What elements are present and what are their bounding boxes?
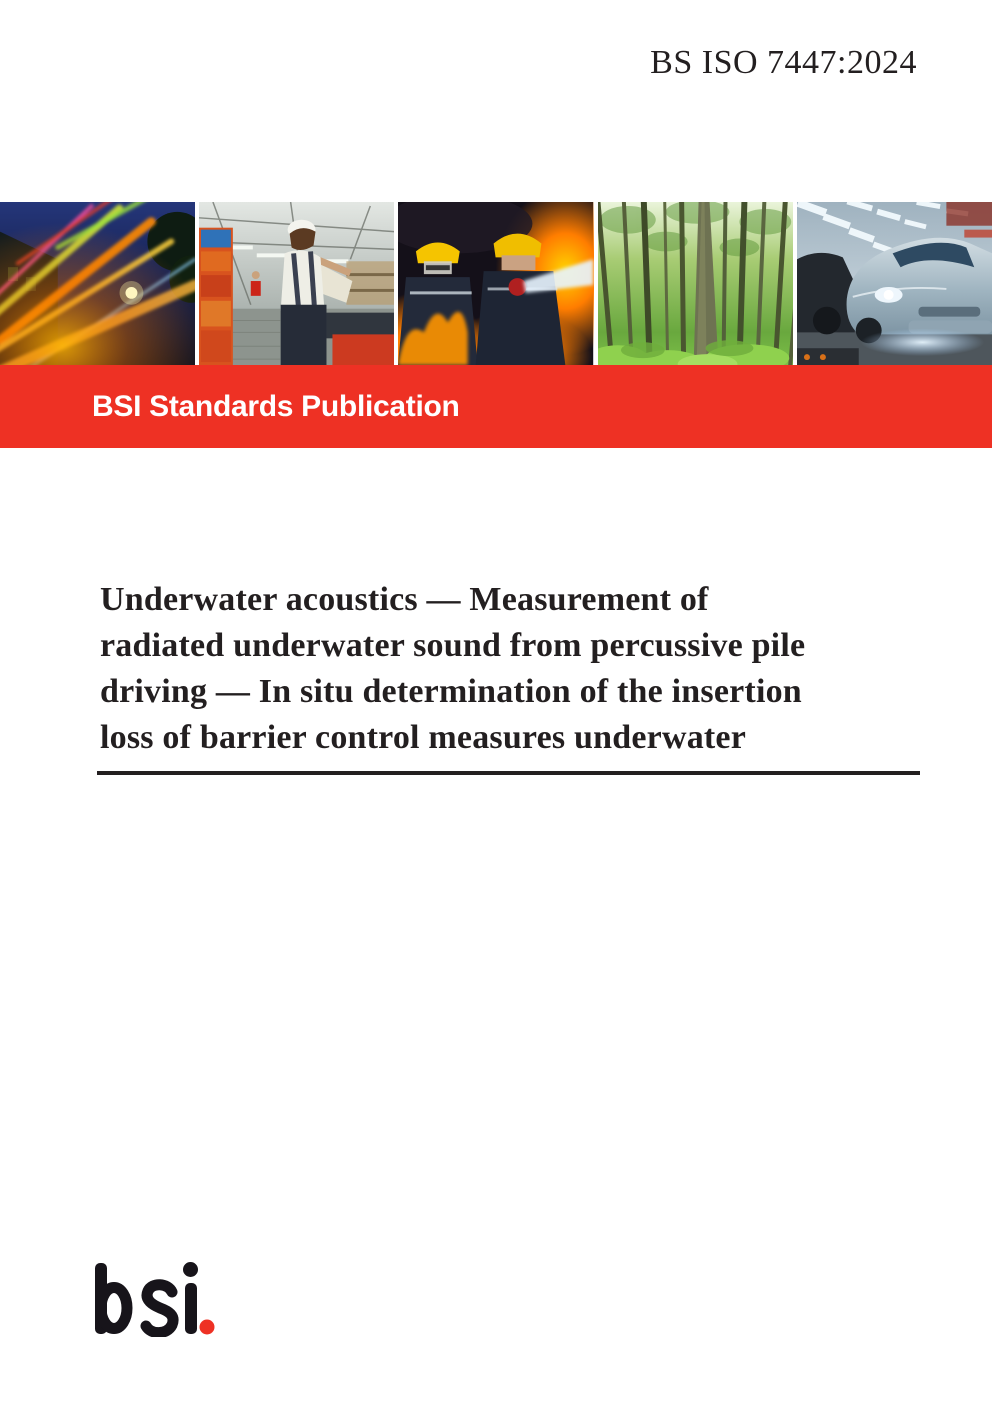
document-number: BS ISO 7447:2024 xyxy=(650,44,917,81)
title-line-1: Underwater acoustics — Measurement of xyxy=(100,581,709,618)
photo-firefighters-image xyxy=(398,202,593,365)
bsi-logo-red-dot xyxy=(200,1320,215,1335)
forest-trees-graphic xyxy=(598,202,793,365)
warehouse-worker-graphic xyxy=(199,202,394,365)
bsi-logo-letters xyxy=(95,1262,198,1334)
title-line-2: radiated underwater sound from percussive pile xyxy=(100,627,806,664)
car-assembly-line-graphic xyxy=(797,202,992,365)
bsi-logo xyxy=(93,1257,217,1337)
title-line-4: loss of barrier control measures underwater xyxy=(100,719,747,756)
firefighters-graphic xyxy=(398,202,593,365)
document-title xyxy=(100,577,940,761)
photo-warehouse-worker-image xyxy=(199,202,394,365)
bsi-publication-banner xyxy=(0,365,992,448)
banner-label: BSI Standards Publication xyxy=(92,389,460,423)
bsi-logo-graphic xyxy=(93,1257,217,1337)
photo-forest-trees-image xyxy=(598,202,793,365)
photo-city-traffic-night-image xyxy=(0,202,195,365)
city-traffic-night-graphic xyxy=(0,202,195,365)
photo-car-assembly-line-image xyxy=(797,202,992,365)
photo-strip xyxy=(0,202,992,365)
title-divider-rule xyxy=(97,771,920,775)
title-line-3: driving — In situ determination of the insertion xyxy=(100,673,802,710)
